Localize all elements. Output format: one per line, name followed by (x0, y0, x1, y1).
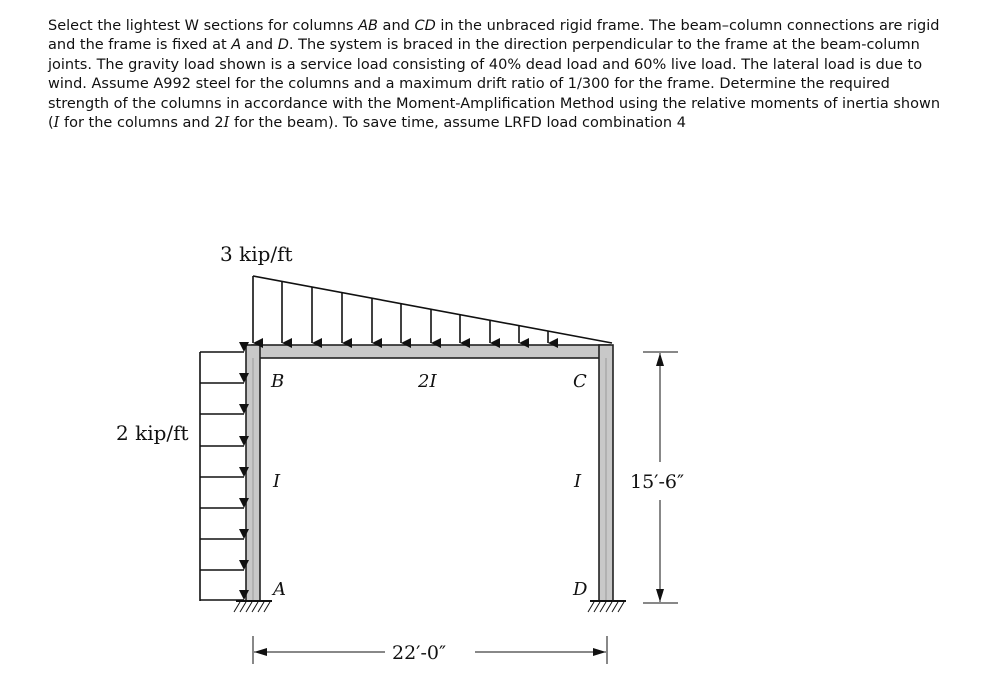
text-part: . The system is braced in the direction perpendicular to the frame at the beam-column joints. The gravity load shown is a service load consisting of 40% dead load and 60% live load. The lateral load is due to wind. Assume A992 steel for the columns and a maximum drift ratio of 1/300 for the frame. Determine the required strength of the columns in accordance with the Moment-Amplification Method using the relative moments of inertia shown ( (48, 37, 941, 132)
text-part: Select the lightest W sections for columns (48, 18, 359, 34)
joint-b-label: B (271, 371, 285, 392)
column-ab-inertia-label: I (273, 471, 281, 492)
beam-inertia-label: 2I (418, 371, 437, 392)
text-part: and (241, 37, 278, 54)
joint-c-label: C (573, 371, 587, 392)
beam-bc (252, 345, 610, 358)
inertia-symbol: I (53, 115, 60, 132)
support-a-ref: A (231, 37, 242, 54)
inertia-symbol: I (223, 115, 230, 132)
column-ab-ref: AB (358, 18, 378, 34)
text-part: for the beam). To save time, assume LRFD load combination 4 (229, 115, 686, 132)
gravity-load (253, 276, 612, 343)
text-part: and (377, 18, 415, 34)
column-cd-inertia-label: I (574, 471, 582, 492)
lateral-load (200, 352, 244, 601)
fixed-support-d (588, 601, 626, 612)
fixed-support-a (234, 601, 272, 612)
height-dimension-label: 15′-6″ (630, 471, 685, 493)
support-d-ref: D (277, 37, 289, 54)
text-part: in the unbraced rigid frame. The beam–column connections are rigid and the frame is fixed at (48, 18, 940, 54)
joint-d-label: D (573, 579, 588, 600)
text-part: for the columns and 2 (59, 115, 224, 132)
joint-a-label: A (273, 579, 286, 600)
gravity-load-label: 3 kip/ft (220, 242, 293, 266)
column-cd-ref: CD (414, 18, 436, 34)
span-dimension-label: 22′-0″ (392, 642, 447, 664)
lateral-load-label: 2 kip/ft (116, 421, 189, 445)
